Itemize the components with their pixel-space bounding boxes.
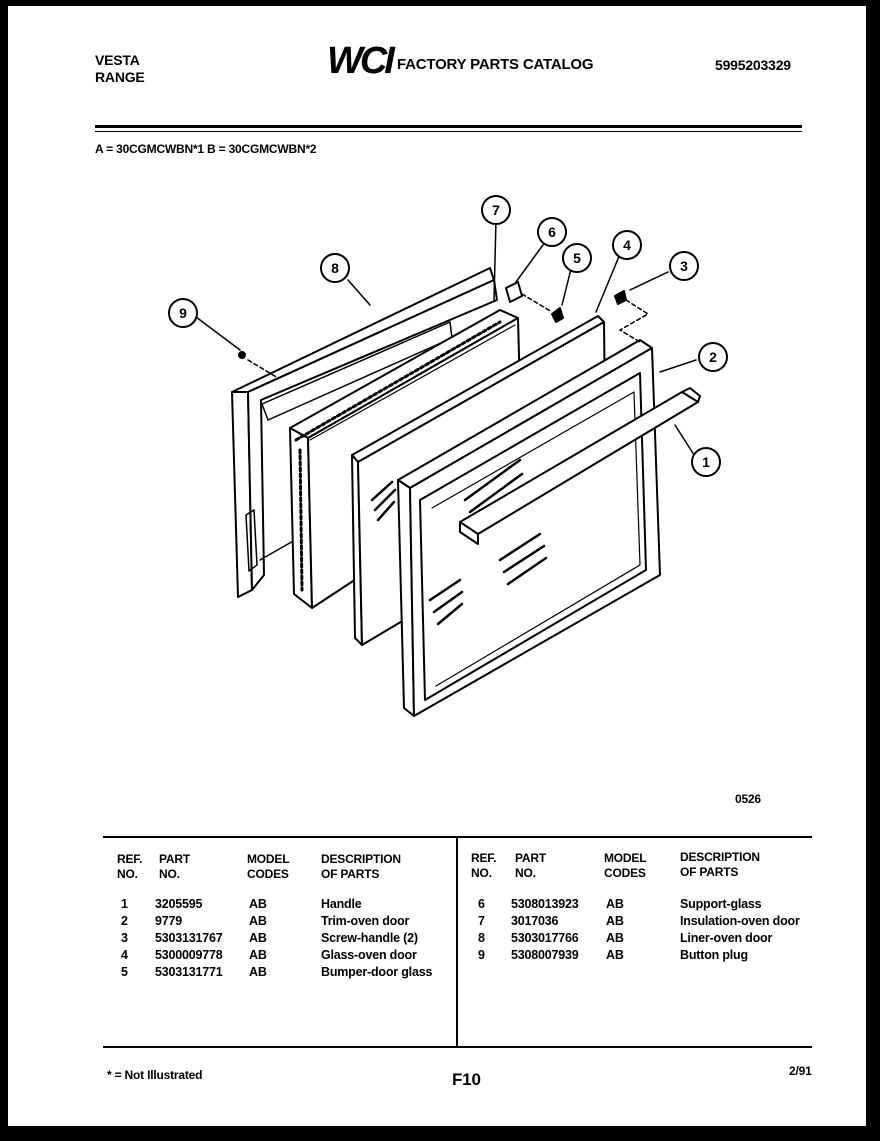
header-ref-right-line1: REF.: [471, 851, 497, 865]
right-col-codes: [606, 896, 624, 964]
table-cell: 5308013923: [511, 897, 579, 911]
left-col-codes: [249, 896, 267, 981]
table-cell: AB: [249, 948, 267, 962]
header-part-right-line1: PART: [515, 851, 546, 865]
table-cell: AB: [249, 931, 267, 945]
table-cell: 6: [478, 897, 485, 911]
header-ref-right-line2: NO.: [471, 866, 492, 880]
header-part-right: [515, 851, 546, 881]
header-desc-line1: DESCRIPTION: [321, 852, 401, 866]
table-cell: 2: [121, 914, 128, 928]
header-ref-right: [471, 851, 496, 881]
table-cell: 5: [121, 965, 128, 979]
callout-1: 1: [702, 454, 710, 470]
brand-line-2: RANGE: [95, 69, 145, 85]
table-cell: 3: [121, 931, 128, 945]
table-cell: AB: [606, 931, 624, 945]
table-cell: Trim-oven door: [321, 914, 410, 928]
revision-date: 2/91: [789, 1064, 812, 1078]
table-cell: 9779: [155, 914, 183, 928]
page-code: F10: [452, 1070, 481, 1089]
catalog-number: 5995203329: [715, 57, 791, 73]
wci-logo: WCI: [327, 40, 392, 82]
header-model-line1: MODEL: [247, 852, 290, 866]
left-col-ref: [121, 896, 128, 981]
model-numbers: A = 30CGMCWBN*1 B = 30CGMCWBN*2: [95, 142, 317, 156]
left-col-desc: [321, 896, 432, 981]
callout-2: 2: [709, 349, 717, 365]
right-col-part: [511, 896, 579, 964]
callout-9: 9: [179, 305, 187, 321]
table-cell: 5303017766: [511, 931, 579, 945]
table-cell: Screw-handle (2): [321, 931, 418, 945]
table-cell: 7: [478, 914, 485, 928]
table-cell: 8: [478, 931, 485, 945]
table-cell: Button plug: [680, 948, 748, 962]
table-cell: AB: [606, 914, 624, 928]
header-desc-line2: OF PARTS: [321, 867, 380, 881]
table-cell: AB: [249, 914, 267, 928]
table-cell: 5303131767: [155, 931, 223, 945]
table-cell: 5303131771: [155, 965, 223, 979]
table-cell: 5308007939: [511, 948, 579, 962]
header-part-line2: NO.: [159, 867, 180, 881]
table-cell: AB: [249, 965, 267, 979]
brand-line-1: VESTA: [95, 52, 140, 68]
header-model-right-line1: MODEL: [604, 851, 647, 865]
table-cell: Liner-oven door: [680, 931, 773, 945]
header-ref: [117, 852, 142, 882]
table-cell: AB: [606, 897, 624, 911]
header-model-line2: CODES: [247, 867, 289, 881]
header-desc-right: [680, 850, 760, 880]
header-part: [159, 852, 190, 882]
callout-7: 7: [492, 202, 500, 218]
header-part-right-line2: NO.: [515, 866, 536, 880]
header-ref-line1: REF.: [117, 852, 143, 866]
table-cell: 1: [121, 897, 128, 911]
table-cell: Bumper-door glass: [321, 965, 433, 979]
header-desc-right-line1: DESCRIPTION: [680, 850, 760, 864]
right-col-ref: [478, 896, 485, 964]
table-cell: 9: [478, 948, 485, 962]
header-model-right: [604, 851, 646, 881]
table-cell: 5300009778: [155, 948, 223, 962]
header-desc: [321, 852, 401, 882]
not-illustrated-note: * = Not Illustrated: [107, 1068, 203, 1082]
table-bottom-rule: [103, 1046, 812, 1048]
header-desc-right-line2: OF PARTS: [680, 865, 739, 879]
figure-number: 0526: [735, 792, 761, 806]
right-col-desc: [680, 896, 800, 964]
table-cell: 4: [121, 948, 128, 962]
table-divider: [456, 838, 458, 1046]
callout-8: 8: [331, 260, 339, 276]
callout-6: 6: [548, 224, 556, 240]
callout-4: 4: [623, 237, 631, 253]
table-cell: Handle: [321, 897, 362, 911]
callout-5: 5: [573, 250, 581, 266]
table-cell: AB: [606, 948, 624, 962]
header-model: [247, 852, 289, 882]
header-ref-line2: NO.: [117, 867, 138, 881]
table-cell: Insulation-oven door: [680, 914, 800, 928]
table-cell: 3205595: [155, 897, 203, 911]
table-cell: AB: [249, 897, 267, 911]
catalog-title: FACTORY PARTS CATALOG: [397, 56, 594, 73]
header-part-line1: PART: [159, 852, 190, 866]
callout-3: 3: [680, 258, 688, 274]
left-col-part: [155, 896, 223, 981]
header-model-right-line2: CODES: [604, 866, 646, 880]
table-cell: Glass-oven door: [321, 948, 417, 962]
table-cell: 3017036: [511, 914, 559, 928]
table-cell: Support-glass: [680, 897, 762, 911]
